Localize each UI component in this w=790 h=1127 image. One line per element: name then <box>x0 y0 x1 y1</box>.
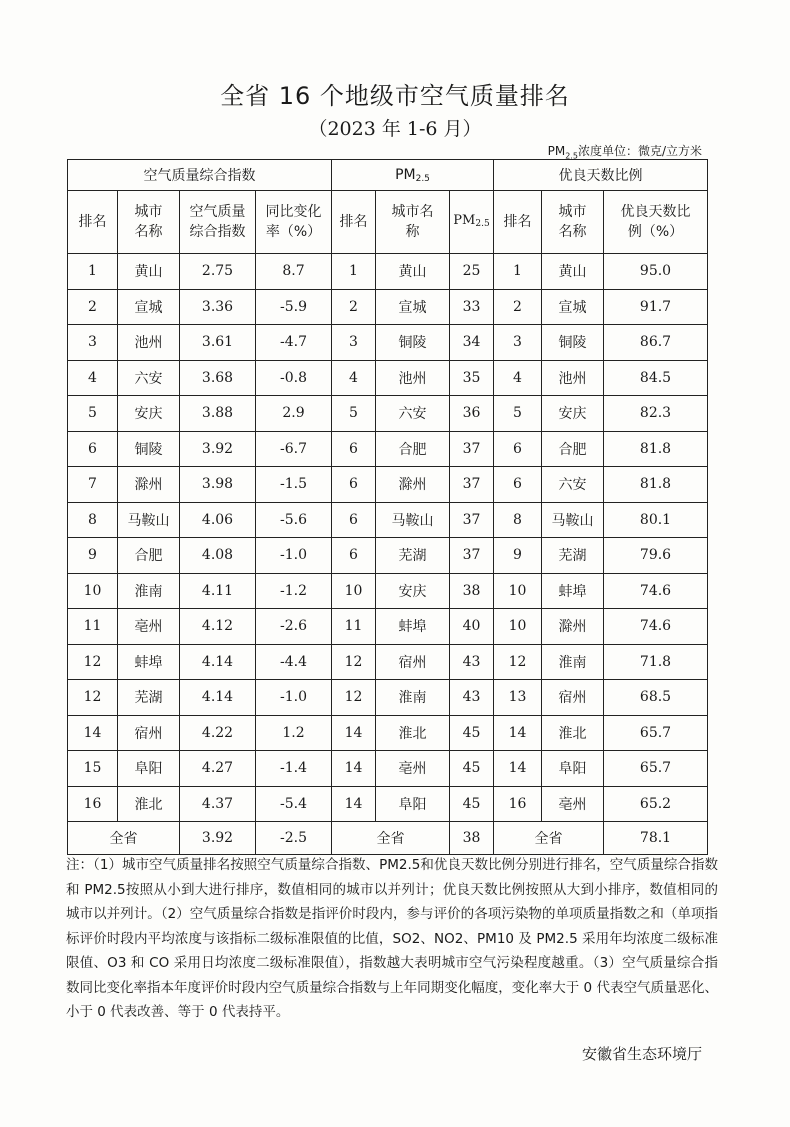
pm25-cell: 45 <box>450 751 494 787</box>
rank-cell: 14 <box>332 786 376 822</box>
rank-cell: 8 <box>494 502 542 538</box>
total-ratio: 78.1 <box>604 822 708 855</box>
index-cell: 4.22 <box>180 715 256 751</box>
change-cell: 2.9 <box>256 396 332 432</box>
ratio-cell: 71.8 <box>604 644 708 680</box>
table-row <box>68 786 708 822</box>
ratio-cell: 65.7 <box>604 751 708 787</box>
city-cell: 阜阳 <box>376 786 450 822</box>
index-cell: 4.37 <box>180 786 256 822</box>
change-cell: -5.6 <box>256 502 332 538</box>
city-cell: 黄山 <box>542 254 604 290</box>
pm25-cell: 43 <box>450 644 494 680</box>
rank-cell: 14 <box>68 715 118 751</box>
ratio-cell: 65.7 <box>604 715 708 751</box>
rank-cell: 12 <box>68 644 118 680</box>
rank-cell: 10 <box>494 573 542 609</box>
index-cell: 3.92 <box>180 431 256 467</box>
rank-cell: 15 <box>68 751 118 787</box>
pm25-cell: 34 <box>450 325 494 361</box>
change-cell: -0.8 <box>256 360 332 396</box>
ratio-cell: 79.6 <box>604 538 708 574</box>
city-cell: 宿州 <box>376 644 450 680</box>
city-cell: 滁州 <box>542 609 604 645</box>
rank-cell: 14 <box>494 715 542 751</box>
ranking-table <box>67 159 708 855</box>
pm25-cell: 45 <box>450 786 494 822</box>
rank-cell: 2 <box>494 289 542 325</box>
city-cell: 淮南 <box>542 644 604 680</box>
change-cell: -5.4 <box>256 786 332 822</box>
city-cell: 淮北 <box>376 715 450 751</box>
city-cell: 淮北 <box>542 715 604 751</box>
city-cell: 合肥 <box>118 538 180 574</box>
index-cell: 4.14 <box>180 680 256 716</box>
ratio-cell: 84.5 <box>604 360 708 396</box>
pm25-cell: 43 <box>450 680 494 716</box>
city-cell: 滁州 <box>376 467 450 503</box>
pm25-cell: 25 <box>450 254 494 290</box>
city-cell: 亳州 <box>376 751 450 787</box>
city-cell: 阜阳 <box>118 751 180 787</box>
col-header-rank: 排名 <box>68 191 118 254</box>
col-header-pm25: $PM_{2.5}$ <box>450 191 494 254</box>
index-cell: 4.08 <box>180 538 256 574</box>
group-header-good-days: 优良天数比例 <box>494 160 708 191</box>
rank-cell: 1 <box>494 254 542 290</box>
rank-cell: 12 <box>494 644 542 680</box>
index-cell: 3.88 <box>180 396 256 432</box>
rank-cell: 9 <box>494 538 542 574</box>
city-cell: 铜陵 <box>376 325 450 361</box>
col-header-city: 城市名称 <box>542 191 604 254</box>
city-cell: 阜阳 <box>542 751 604 787</box>
total-label: 全省 <box>494 822 604 855</box>
table-row <box>68 715 708 751</box>
city-cell: 六安 <box>542 467 604 503</box>
group-header-pm25: $PM_{2.5}$ <box>332 160 494 191</box>
index-cell: 4.27 <box>180 751 256 787</box>
rank-cell: 10 <box>332 573 376 609</box>
rank-cell: 12 <box>332 644 376 680</box>
change-cell: -1.2 <box>256 573 332 609</box>
table-row <box>68 360 708 396</box>
change-cell: -2.6 <box>256 609 332 645</box>
city-cell: 池州 <box>118 325 180 361</box>
table-row <box>68 431 708 467</box>
city-cell: 淮北 <box>118 786 180 822</box>
city-cell: 马鞍山 <box>542 502 604 538</box>
rank-cell: 2 <box>68 289 118 325</box>
rank-cell: 1 <box>332 254 376 290</box>
change-cell: -4.7 <box>256 325 332 361</box>
pm25-cell: 37 <box>450 431 494 467</box>
city-cell: 池州 <box>376 360 450 396</box>
rank-cell: 14 <box>332 715 376 751</box>
table-row <box>68 680 708 716</box>
pm25-cell: 36 <box>450 396 494 432</box>
rank-cell: 3 <box>494 325 542 361</box>
city-cell: 铜陵 <box>542 325 604 361</box>
issuer-signature: 安徽省生态环境厅 <box>581 1045 702 1063</box>
rank-cell: 6 <box>332 502 376 538</box>
ratio-cell: 81.8 <box>604 431 708 467</box>
ratio-cell: 80.1 <box>604 502 708 538</box>
change-cell: -4.4 <box>256 644 332 680</box>
pm25-cell: 33 <box>450 289 494 325</box>
table-row <box>68 325 708 361</box>
pm25-cell: 37 <box>450 538 494 574</box>
ratio-cell: 65.2 <box>604 786 708 822</box>
ratio-cell: 74.6 <box>604 609 708 645</box>
rank-cell: 6 <box>494 431 542 467</box>
city-cell: 芜湖 <box>376 538 450 574</box>
index-cell: 4.12 <box>180 609 256 645</box>
col-header-change: 同比变化率（%） <box>256 191 332 254</box>
city-cell: 铜陵 <box>118 431 180 467</box>
total-row <box>68 822 708 855</box>
table-row <box>68 289 708 325</box>
change-cell: -1.4 <box>256 751 332 787</box>
city-cell: 黄山 <box>376 254 450 290</box>
city-cell: 蚌埠 <box>118 644 180 680</box>
footnote: 注：（1）城市空气质量排名按照空气质量综合指数、PM2.5和优良天数比例分别进行排名，空气质量综合指数和 PM2.5按照从小到大进行排序，数值相同的城市以并列计；优良天数比例按照从大到小排序，数值相同的城市以并列计。（2）空气质量综合指数是指评价时段内，参与评价的各项污染物的单项质量指数之和（单项指标评价时段内平均浓度与该指标二级标准限值的比值，SO2、NO2、PM10 及 PM2.5 采用年均浓度二级标准限值、O3 和 CO 采用日均浓度二级标准限值），指数越大表明城市空气污染程度越重。（3）空气质量综合指数同比变化率指本年度评价时段内空气质量综合指数与上年同期变化幅度，变化率大于 0 代表空气质量恶化、小于 0 代表改善、等于 0 代表持平。 <box>66 857 718 1020</box>
rank-cell: 6 <box>332 538 376 574</box>
rank-cell: 6 <box>332 431 376 467</box>
city-cell: 合肥 <box>376 431 450 467</box>
city-cell: 马鞍山 <box>376 502 450 538</box>
index-cell: 4.14 <box>180 644 256 680</box>
rank-cell: 5 <box>332 396 376 432</box>
rank-cell: 16 <box>494 786 542 822</box>
col-header-city: 城市名称 <box>376 191 450 254</box>
index-cell: 3.36 <box>180 289 256 325</box>
rank-cell: 14 <box>494 751 542 787</box>
unit-note: $PM_{2.5}$浓度单位：微克/立方米 <box>547 144 702 161</box>
city-cell: 宿州 <box>542 680 604 716</box>
total-label: 全省 <box>68 822 180 855</box>
pm25-cell: 35 <box>450 360 494 396</box>
col-header-index: 空气质量综合指数 <box>180 191 256 254</box>
total-label: 全省 <box>332 822 450 855</box>
total-change: -2.5 <box>256 822 332 855</box>
ratio-cell: 82.3 <box>604 396 708 432</box>
change-cell: -1.0 <box>256 538 332 574</box>
rank-cell: 4 <box>332 360 376 396</box>
rank-cell: 12 <box>68 680 118 716</box>
col-header-rank: 排名 <box>332 191 376 254</box>
city-cell: 黄山 <box>118 254 180 290</box>
change-cell: -5.9 <box>256 289 332 325</box>
rank-cell: 9 <box>68 538 118 574</box>
city-cell: 蚌埠 <box>376 609 450 645</box>
table-row <box>68 609 708 645</box>
rank-cell: 16 <box>68 786 118 822</box>
pm25-cell: 37 <box>450 467 494 503</box>
city-cell: 滁州 <box>118 467 180 503</box>
city-cell: 宣城 <box>542 289 604 325</box>
pm25-cell: 37 <box>450 502 494 538</box>
rank-cell: 7 <box>68 467 118 503</box>
rank-cell: 5 <box>494 396 542 432</box>
rank-cell: 3 <box>332 325 376 361</box>
index-cell: 4.11 <box>180 573 256 609</box>
change-cell: 8.7 <box>256 254 332 290</box>
page-title: 全省 16 个地级市空气质量排名 <box>220 82 570 110</box>
pm25-cell: 40 <box>450 609 494 645</box>
rank-cell: 13 <box>494 680 542 716</box>
city-cell: 宣城 <box>376 289 450 325</box>
rank-cell: 3 <box>68 325 118 361</box>
rank-cell: 11 <box>332 609 376 645</box>
rank-cell: 1 <box>68 254 118 290</box>
rank-cell: 6 <box>332 467 376 503</box>
city-cell: 淮南 <box>376 680 450 716</box>
table-row <box>68 573 708 609</box>
change-cell: -6.7 <box>256 431 332 467</box>
city-cell: 合肥 <box>542 431 604 467</box>
ratio-cell: 81.8 <box>604 467 708 503</box>
rank-cell: 6 <box>68 431 118 467</box>
rank-cell: 4 <box>68 360 118 396</box>
city-cell: 芜湖 <box>542 538 604 574</box>
city-cell: 亳州 <box>542 786 604 822</box>
change-cell: 1.2 <box>256 715 332 751</box>
table-row <box>68 538 708 574</box>
rank-cell: 10 <box>494 609 542 645</box>
index-cell: 2.75 <box>180 254 256 290</box>
total-index: 3.92 <box>180 822 256 855</box>
ratio-cell: 68.5 <box>604 680 708 716</box>
city-cell: 蚌埠 <box>542 573 604 609</box>
city-cell: 六安 <box>118 360 180 396</box>
change-cell: -1.0 <box>256 680 332 716</box>
city-cell: 安庆 <box>542 396 604 432</box>
city-cell: 芜湖 <box>118 680 180 716</box>
col-header-rank: 排名 <box>494 191 542 254</box>
index-cell: 3.98 <box>180 467 256 503</box>
table-row <box>68 644 708 680</box>
city-cell: 宣城 <box>118 289 180 325</box>
group-header-aqi: 空气质量综合指数 <box>68 160 332 191</box>
index-cell: 4.06 <box>180 502 256 538</box>
ratio-cell: 74.6 <box>604 573 708 609</box>
ratio-cell: 95.0 <box>604 254 708 290</box>
pm25-cell: 38 <box>450 573 494 609</box>
page-subtitle: （2023 年 1-6 月） <box>308 118 482 140</box>
rank-cell: 5 <box>68 396 118 432</box>
rank-cell: 4 <box>494 360 542 396</box>
city-cell: 淮南 <box>118 573 180 609</box>
city-cell: 六安 <box>376 396 450 432</box>
city-cell: 马鞍山 <box>118 502 180 538</box>
table-row <box>68 254 708 290</box>
table-row <box>68 467 708 503</box>
city-cell: 宿州 <box>118 715 180 751</box>
table-row <box>68 396 708 432</box>
city-cell: 亳州 <box>118 609 180 645</box>
total-pm25: 38 <box>450 822 494 855</box>
rank-cell: 8 <box>68 502 118 538</box>
city-cell: 安庆 <box>376 573 450 609</box>
table-row <box>68 751 708 787</box>
index-cell: 3.68 <box>180 360 256 396</box>
col-header-city: 城市名称 <box>118 191 180 254</box>
table-row <box>68 502 708 538</box>
rank-cell: 14 <box>332 751 376 787</box>
index-cell: 3.61 <box>180 325 256 361</box>
col-header-ratio: 优良天数比例（%） <box>604 191 708 254</box>
rank-cell: 2 <box>332 289 376 325</box>
city-cell: 安庆 <box>118 396 180 432</box>
ratio-cell: 91.7 <box>604 289 708 325</box>
change-cell: -1.5 <box>256 467 332 503</box>
rank-cell: 10 <box>68 573 118 609</box>
rank-cell: 11 <box>68 609 118 645</box>
pm25-cell: 45 <box>450 715 494 751</box>
rank-cell: 12 <box>332 680 376 716</box>
city-cell: 池州 <box>542 360 604 396</box>
ratio-cell: 86.7 <box>604 325 708 361</box>
rank-cell: 6 <box>494 467 542 503</box>
